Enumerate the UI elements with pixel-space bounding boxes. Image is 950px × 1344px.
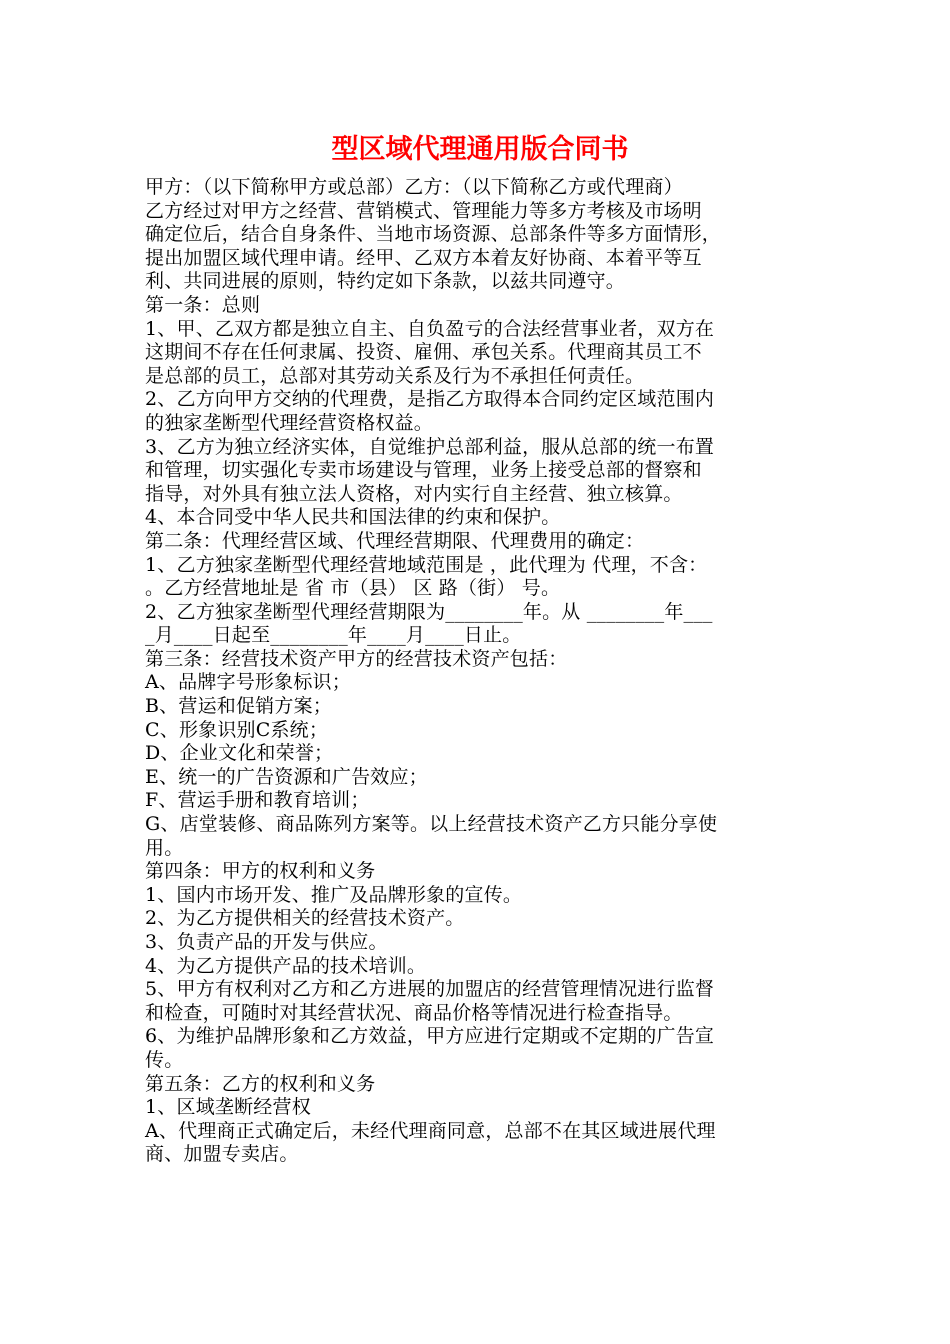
text-line: 1、区域垄断经营权 [145,1096,311,1119]
text-line: E、统一的广告资源和广告效应； [145,765,428,788]
text-line: D、企业文化和荣誉； [145,742,334,765]
document-title: 型区域代理通用版合同书 [331,134,629,165]
text-line: 商、加盟专卖店。 [145,1143,299,1166]
text-line: _月____日起至________年____月____日止。 [145,624,522,647]
text-line: 1、甲、乙双方都是独立自主、自负盈亏的合法经营事业者，双方在 [145,317,715,340]
text-line: B、营运和促销方案； [145,695,332,718]
text-line: 2、乙方独家垄断型代理经营期限为________年。从 ________年___ [145,600,713,623]
text-line: 甲方：（以下简称甲方或总部）乙方：（以下简称乙方或代理商） [145,176,683,198]
text-line: 3、乙方为独立经济实体，自觉维护总部利益，服从总部的统一布置 [145,435,715,458]
text-line: A、代理商正式确定后，未经代理商同意，总部不在其区域进展代理 [145,1119,716,1142]
document-body [145,176,815,1167]
text-line: 4、本合同受中华人民共和国法律的约束和保护。 [145,506,561,529]
text-line: 1、国内市场开发、推广及品牌形象的宣传。 [145,883,523,906]
text-line: 传。 [145,1048,184,1071]
text-line: 第四条：甲方的权利和义务 [145,860,376,883]
text-line: 5、甲方有权利对乙方和乙方进展的加盟店的经营管理情况进行监督 [145,978,715,1001]
text-line: 用。 [145,836,184,859]
contract-page [145,133,815,1167]
text-line: 2、乙方向甲方交纳的代理费，是指乙方取得本合同约定区域范围内 [145,388,715,411]
text-line: 和检查，可随时对其经营状况、商品价格等情况进行检查指导。 [145,1001,683,1024]
text-line: 第三条：经营技术资产甲方的经营技术资产包括： [145,647,568,670]
text-line: 2、为乙方提供相关的经营技术资产。 [145,907,465,930]
text-line: 乙方经过对甲方之经营、营销模式、管理能力等多方考核及市场明 [145,199,702,222]
text-line: 。乙方经营地址是 省 市（县） 区 路（街） 号。 [145,577,561,600]
text-line: 提出加盟区域代理申请。经甲、乙双方本着友好协商、本着平等互 [145,246,702,269]
text-line: 指导，对外具有独立法人资格，对内实行自主经营、独立核算。 [145,482,683,505]
text-line: 第五条：乙方的权利和义务 [145,1072,376,1095]
text-line: F、营运手册和教育培训； [145,789,370,812]
text-line: 的独家垄断型代理经营资格权益。 [145,411,434,434]
text-line: 第二条：代理经营区域、代理经营期限、代理费用的确定： [145,529,645,552]
text-line: C、形象识别C系统； [145,718,329,741]
text-line: 确定位后，结合自身条件、当地市场资源、总部条件等多方面情形， [145,223,722,246]
text-line: A、品牌字号形象标识； [145,671,351,694]
text-line: 1、乙方独家垄断型代理经营地域范围是 ，此代理为 代理，不含： [145,553,708,576]
text-line: 第一条：总则 [145,293,261,316]
text-line: 利、共同进展的原则，特约定如下条款，以兹共同遵守。 [145,270,626,293]
text-line: G、店堂装修、商品陈列方案等。以上经营技术资产乙方只能分享使 [145,813,718,836]
text-line: 6、为维护品牌形象和乙方效益，甲方应进行定期或不定期的广告宣 [145,1025,715,1048]
text-line: 4、为乙方提供产品的技术培训。 [145,954,427,977]
text-line: 是总部的员工，总部对其劳动关系及行为不承担任何责任。 [145,364,645,387]
text-line: 和管理，切实强化专卖市场建设与管理，业务上接受总部的督察和 [145,459,702,482]
text-line: 3、负责产品的开发与供应。 [145,931,388,953]
text-line: 这期间不存在任何隶属、投资、雇佣、承包关系。代理商其员工不 [145,341,702,364]
